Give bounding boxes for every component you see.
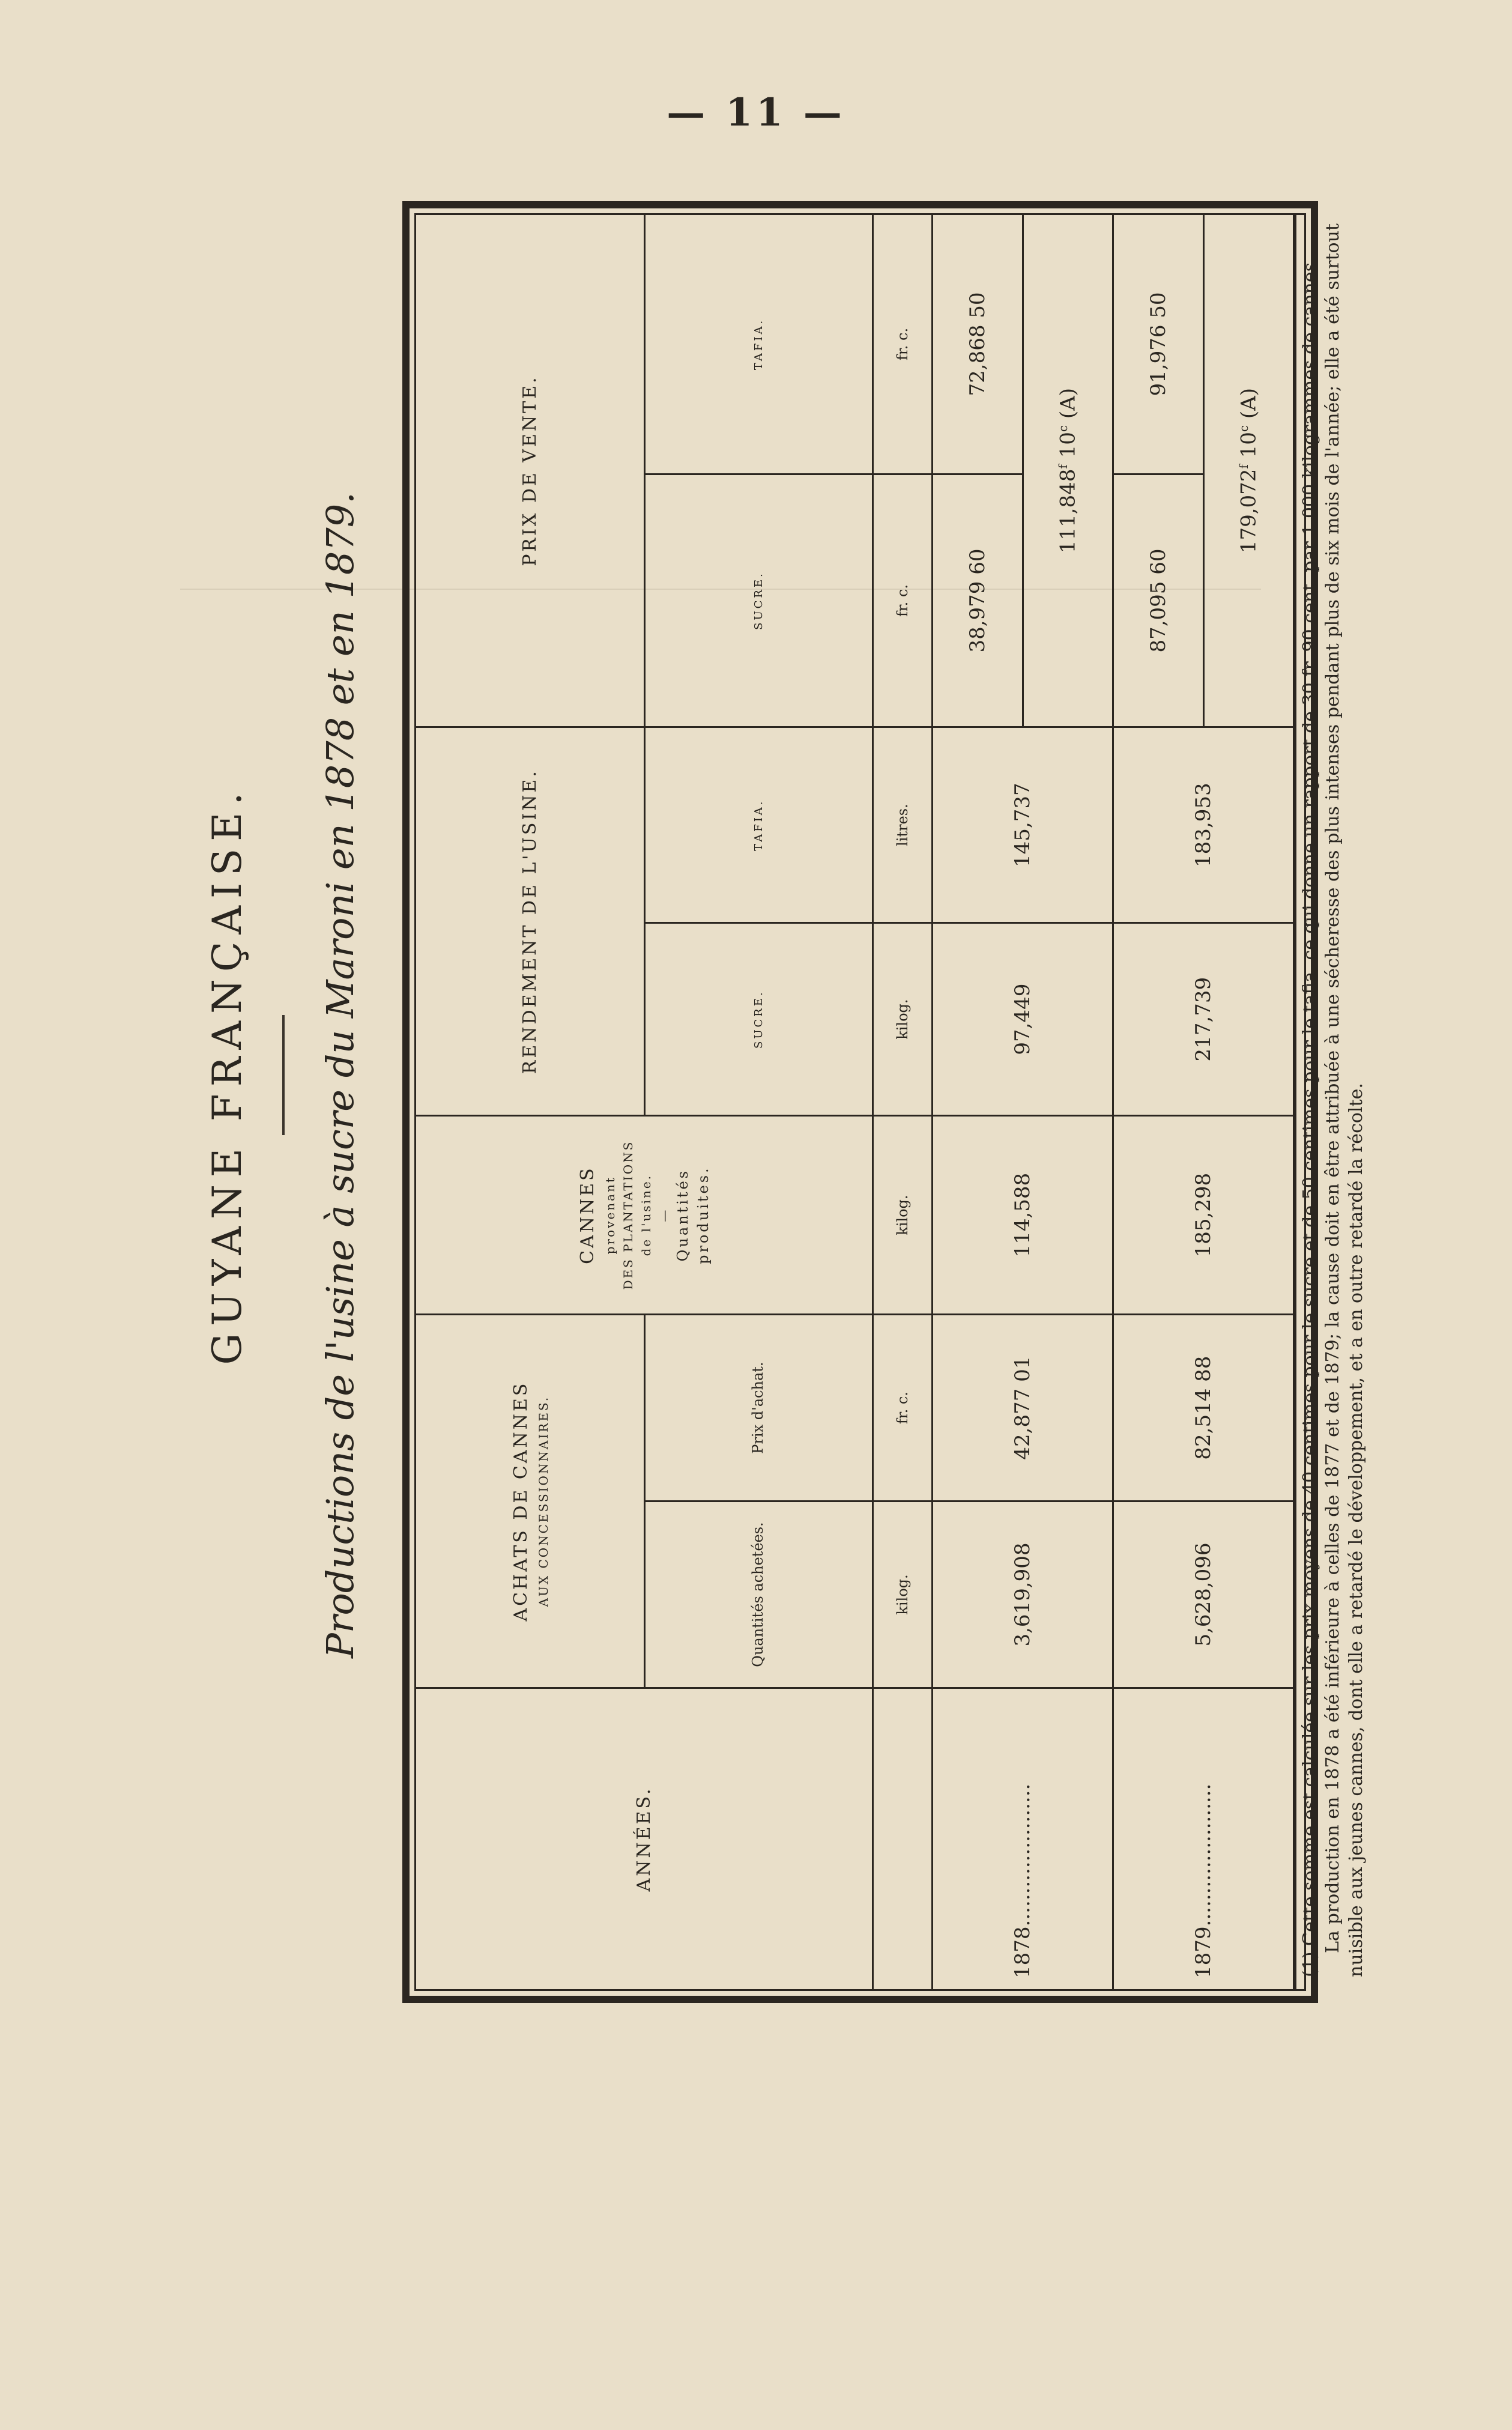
header-sucre: SUCRE. — [644, 923, 872, 1116]
total-1878 — [1023, 215, 1113, 727]
unit-qty-produced: kilog. — [872, 1116, 933, 1315]
total-1879-sup: f — [1236, 464, 1251, 469]
header-cannes-sub3: de l'usine. — [639, 1174, 654, 1256]
footnotes — [1299, 223, 1368, 1977]
sucre-1879: 217,739 — [1113, 923, 1294, 1116]
qty-bought-1879: 5,628,096 — [1113, 1501, 1294, 1688]
table-inner-frame — [414, 213, 1367, 1991]
header-cannes-sub2: DES PLANTATIONS — [621, 1140, 636, 1290]
qty-bought-1878: 3,619,908 — [933, 1501, 1113, 1688]
total-1879 — [1203, 215, 1293, 727]
header-row-groups — [416, 215, 644, 1989]
tafia-1879: 183,953 — [1113, 727, 1294, 923]
price-1878: 42,877 01 — [933, 1315, 1113, 1501]
total-1879-cents: 10 — [1236, 432, 1261, 465]
total-1878-amount: 111,848 — [1056, 468, 1080, 554]
unit-qty-bought: kilog. — [872, 1501, 933, 1688]
page-number: — 11 — — [667, 90, 845, 135]
total-1878-sup: f — [1056, 464, 1071, 469]
header-rendement: RENDEMENT DE L'USINE. — [416, 727, 644, 1116]
unit-prix-sucre: fr. c. — [872, 474, 933, 727]
header-prix-sucre: SUCRE. — [644, 474, 872, 727]
footnote-1: (1) Cette somme est calculée sur les prix moyens de 40 centimes pour le sucre et de 50 centimes pour le tafia, ce qui donne un rapport de 30 fr. 90 cent. par 1,000 kilogrammes de cannes. — [1299, 256, 1320, 1977]
unit-price: fr. c. — [872, 1315, 933, 1501]
total-1878-cents-sup: c — [1056, 425, 1071, 432]
sucre-1878: 97,449 — [933, 923, 1113, 1116]
prix-sucre-1879: 87,095 60 — [1113, 474, 1203, 727]
header-cannes-sub1: provenant — [603, 1175, 618, 1255]
header-cannes-label: CANNES — [577, 1166, 599, 1264]
unit-prix-tafia: fr. c. — [872, 215, 933, 474]
header-prix: PRIX DE VENTE. — [416, 215, 644, 727]
header-years: ANNÉES. — [416, 1688, 872, 1989]
total-1879-amount: 179,072 — [1236, 468, 1261, 554]
header-cannes-dash: — — [657, 1208, 672, 1222]
units-years — [872, 1688, 933, 1989]
production-table — [416, 215, 1295, 1989]
year-1878: 1878...................... — [933, 1688, 1113, 1989]
title-divider — [282, 1015, 285, 1135]
prix-tafia-1879: 91,976 50 — [1113, 215, 1203, 474]
qty-produced-1879: 185,298 — [1113, 1116, 1294, 1315]
total-1879-cents-sup: c — [1236, 425, 1251, 432]
year-1879: 1879...................... — [1113, 1688, 1294, 1989]
table-row-1879 — [1113, 215, 1203, 1989]
table-row-1878 — [933, 215, 1023, 1989]
tafia-1878: 145,737 — [933, 727, 1113, 923]
unit-tafia: litres. — [872, 727, 933, 923]
price-1879: 82,514 88 — [1113, 1315, 1294, 1501]
header-price: Prix d'achat. — [644, 1315, 872, 1501]
prix-sucre-1878: 38,979 60 — [933, 474, 1023, 727]
prix-tafia-1878: 72,868 50 — [933, 215, 1023, 474]
header-achats — [416, 1315, 644, 1688]
header-achats-label: ACHATS DE CANNES — [510, 1381, 531, 1622]
header-qty-bought: Quantités achetées. — [644, 1501, 872, 1688]
header-cannes — [416, 1116, 872, 1315]
header-prix-tafia: TAFIA. — [644, 215, 872, 474]
qty-produced-1878: 114,588 — [933, 1116, 1113, 1315]
table-frame — [402, 201, 1367, 2003]
header-tafia: TAFIA. — [644, 727, 872, 923]
header-qty-produced: Quantités produites. — [674, 1166, 712, 1264]
units-row — [872, 215, 933, 1989]
unit-sucre: kilog. — [872, 923, 933, 1116]
header-achats-sub: AUX CONCESSIONNAIRES. — [536, 1395, 551, 1607]
total-1879-note: (A) — [1236, 387, 1261, 425]
page-title: GUYANE FRANÇAISE. — [204, 785, 250, 1365]
footnote-2: La production en 1878 a été inférieure à celles de 1877 et de 1879; la cause doit en être attribuée à une sécheresse des plus intenses pendant plus de six mois de l'année; elle a été surtout nuisible aux jeunes cannes, dont elle a retardé le développement, et a en outre retardé la récolte. — [1322, 223, 1367, 1977]
table-caption: Productions de l'usine à sucre du Maroni en 1878 et en 1879. — [318, 492, 362, 1658]
table-area — [416, 215, 1296, 1989]
total-1878-cents: 10 — [1056, 432, 1080, 465]
total-1878-note: (A) — [1056, 387, 1080, 425]
rotated-content — [204, 144, 1367, 2006]
